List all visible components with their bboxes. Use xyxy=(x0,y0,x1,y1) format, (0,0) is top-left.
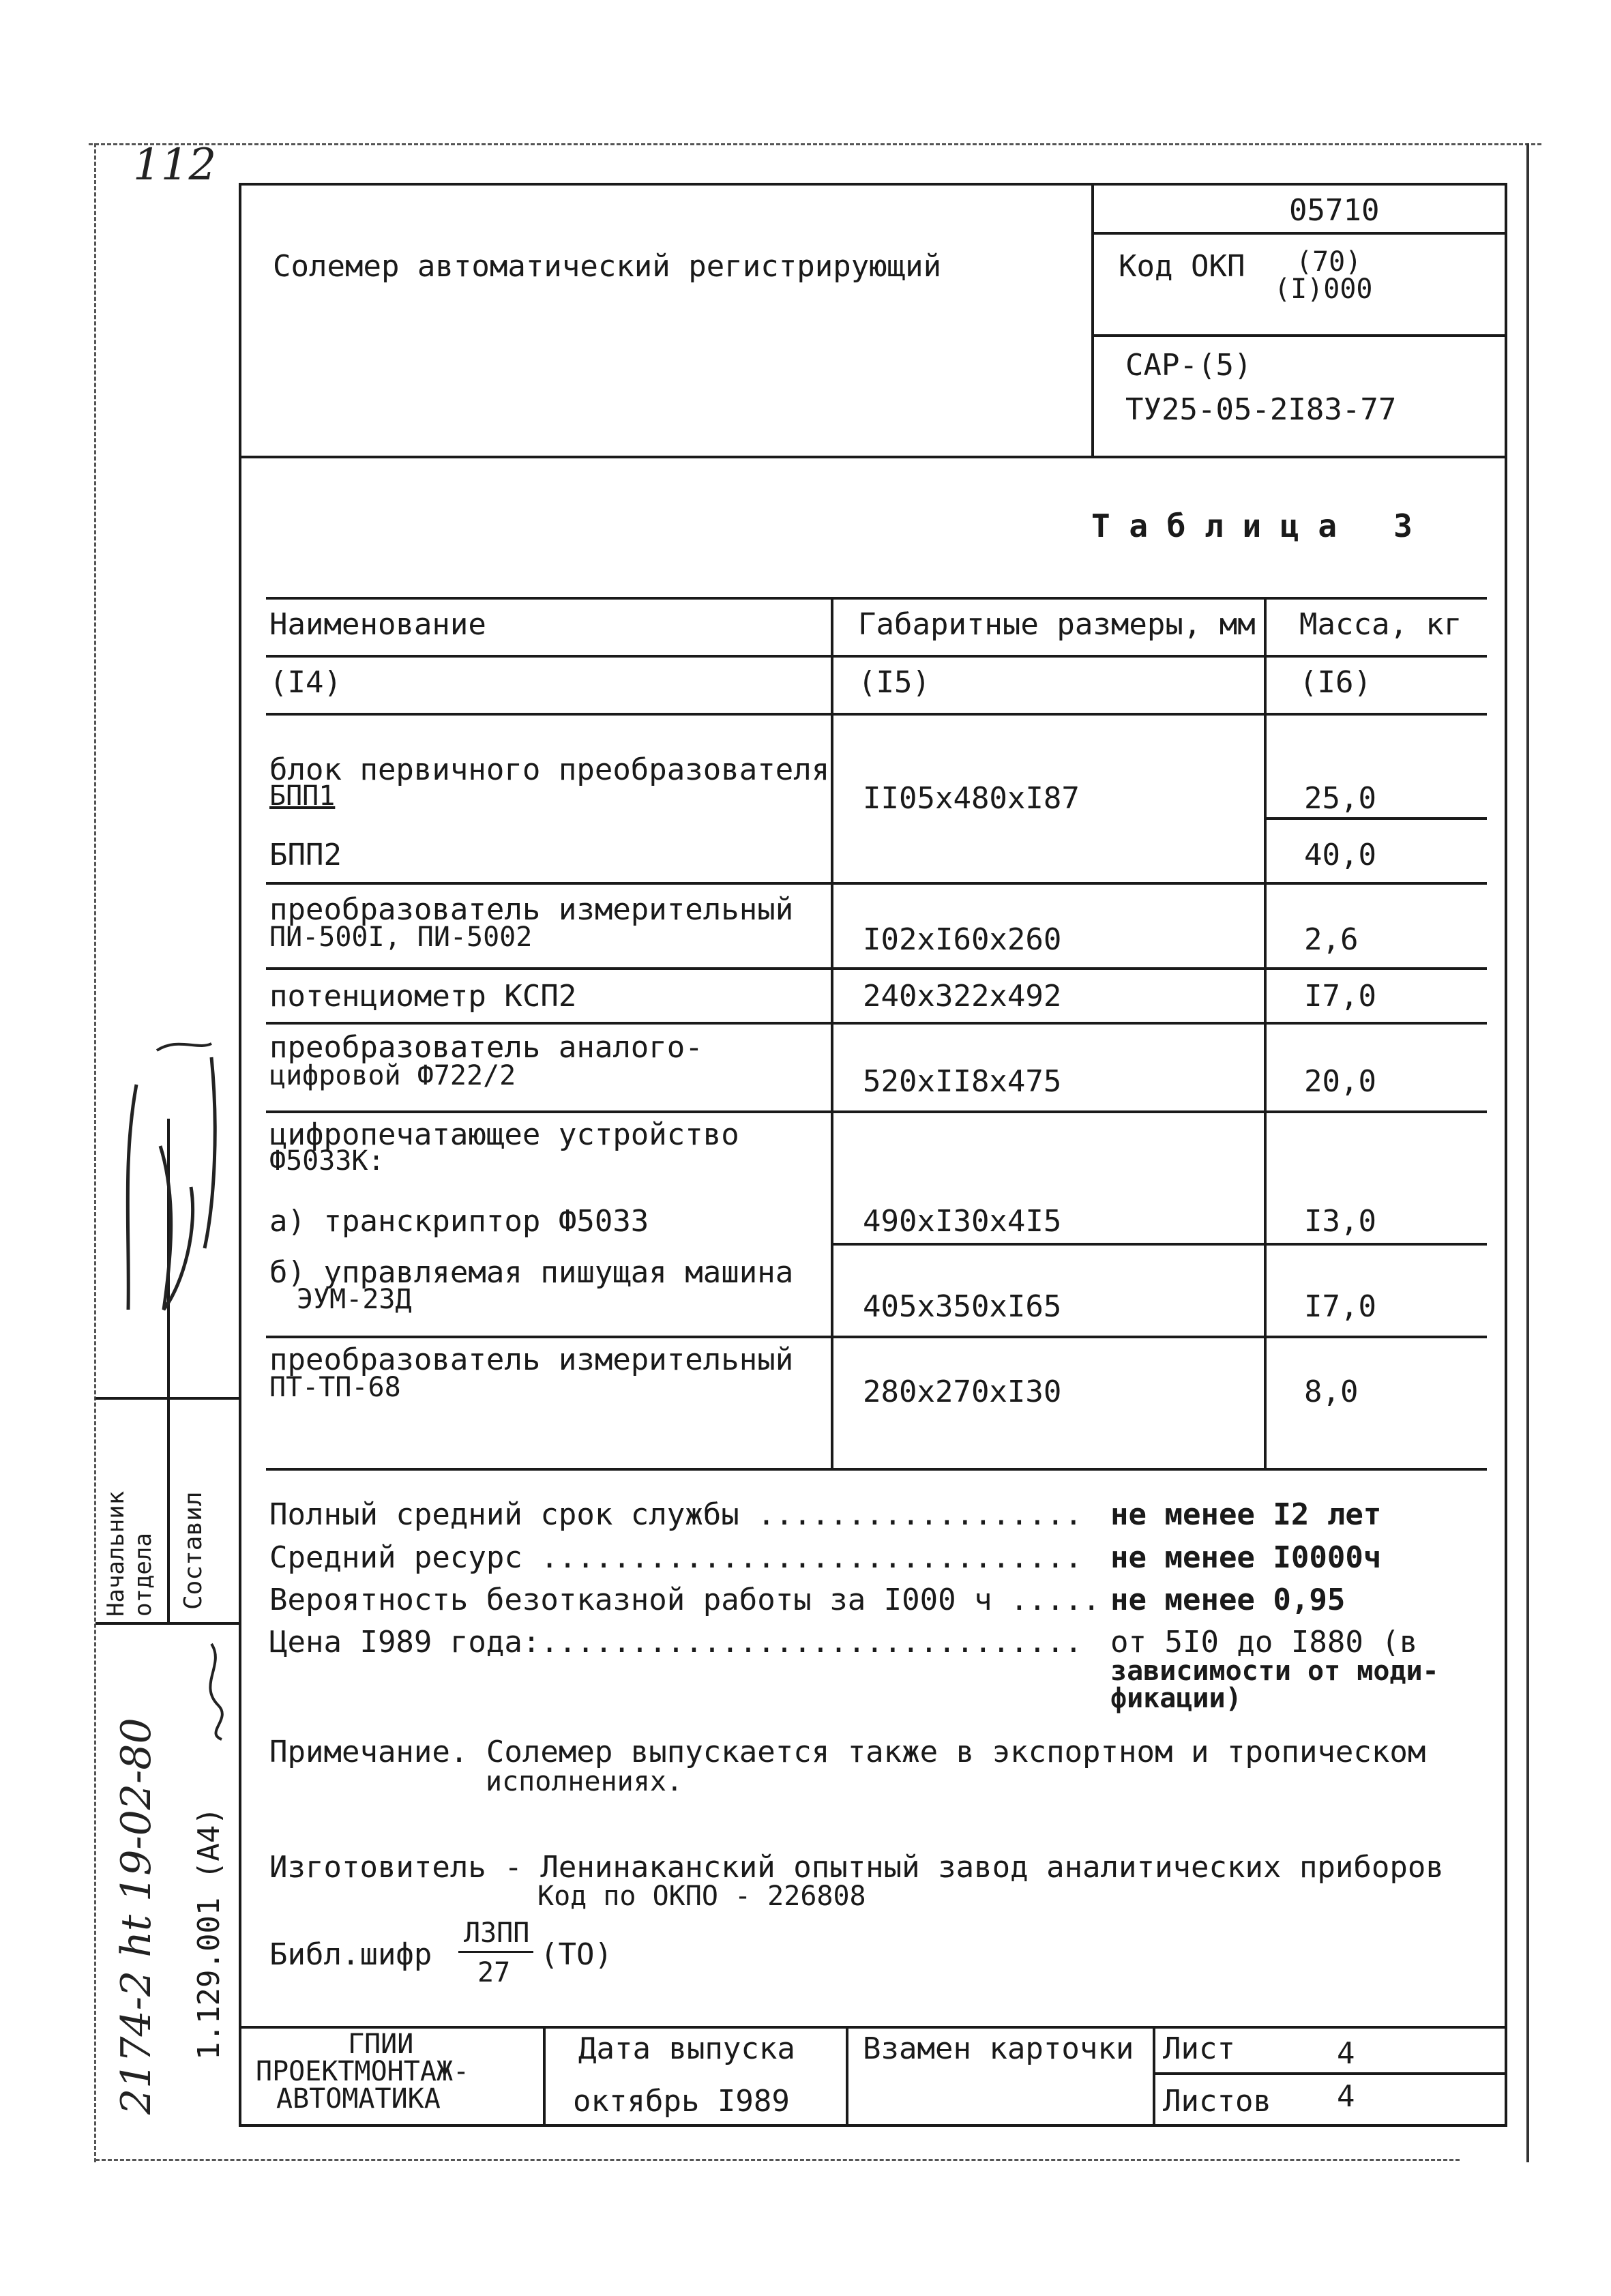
row-sub: ПИ-500I, ПИ-5002 xyxy=(269,922,533,953)
table-bottom xyxy=(266,1468,1487,1471)
footer-col-2 xyxy=(846,2026,848,2125)
row-rule xyxy=(266,1022,1487,1025)
maker-line-2: Код по ОКПО - 226808 xyxy=(537,1881,866,1912)
row-rule xyxy=(266,967,1487,970)
okp-code-1: (70) xyxy=(1296,246,1362,278)
footer-top xyxy=(239,2026,1507,2029)
row-name: преобразователь измерительный xyxy=(269,1342,794,1377)
col-code-dims: (I5) xyxy=(858,665,930,700)
row-name: БПП2 xyxy=(269,838,342,872)
row-dims: 240x322x492 xyxy=(863,979,1062,1014)
side-stamp-code: 1.129.001 (A4) xyxy=(192,1807,226,2060)
frame-bottom xyxy=(239,2124,1507,2127)
spec-value: не менее I0000ч xyxy=(1110,1540,1382,1575)
table-caption: Т а б л и ц а 3 xyxy=(1091,507,1413,544)
row-sub: Ф5033К: xyxy=(269,1145,385,1177)
row-mass: I7,0 xyxy=(1304,979,1376,1014)
row-mass: 20,0 xyxy=(1304,1064,1376,1099)
row-name: потенциометр КСП2 xyxy=(269,979,577,1014)
row-dims: II05x480xI87 xyxy=(863,781,1080,816)
footer-sheet-label: Лист xyxy=(1163,2031,1235,2066)
header-rule-1 xyxy=(1091,232,1507,235)
row-dims: 405x350xI65 xyxy=(863,1289,1062,1324)
table-codes-rule xyxy=(266,713,1487,716)
bibl-suffix: (ТО) xyxy=(540,1937,612,1972)
product-title: Солемер автоматический регистрирующий xyxy=(273,249,942,284)
outer-frame-top xyxy=(89,143,1541,145)
footer-sheets-value: 4 xyxy=(1337,2079,1355,2114)
spec-label: Средний ресурс .............................. xyxy=(269,1540,1083,1575)
header-divider xyxy=(1091,183,1094,456)
footer-date-label: Дата выпуска xyxy=(578,2031,795,2066)
frame-right xyxy=(1505,183,1507,2127)
page-number: 112 xyxy=(133,140,217,190)
footer-org-3: АВТОМАТИКА xyxy=(276,2083,441,2115)
row-rule xyxy=(266,1110,1487,1113)
spec-value: не менее I2 лет xyxy=(1110,1497,1382,1532)
spec-label: Вероятность безотказной работы за I000 ч ..... xyxy=(269,1583,1101,1617)
footer-org-2: ПРОЕКТМОНТАЖ- xyxy=(256,2056,470,2087)
row-rule-partial xyxy=(832,1243,1487,1246)
mass-rule xyxy=(1265,817,1487,820)
row-sub: ПТ-ТП-68 xyxy=(269,1372,401,1403)
outer-frame-right xyxy=(1526,143,1529,2162)
outer-frame-bottom xyxy=(95,2159,1460,2161)
sap-code: САР-(5) xyxy=(1125,348,1252,383)
row-sub: цифровой Ф722/2 xyxy=(269,1060,516,1091)
code-top: 05710 xyxy=(1289,193,1380,228)
bibl-label: Библ.шифр xyxy=(269,1937,432,1972)
footer-replace-label: Взамен карточки xyxy=(863,2031,1134,2066)
footer-sheet-value: 4 xyxy=(1337,2036,1355,2071)
row-sub: БПП1 xyxy=(269,780,336,812)
side-compiled-label: Составил xyxy=(179,1491,207,1610)
row-name: преобразователь измерительный xyxy=(269,892,794,927)
row-rule xyxy=(266,882,1487,885)
price-cont-1: зависимости от моди- xyxy=(1110,1655,1439,1687)
row-mass: 40,0 xyxy=(1304,838,1376,872)
bibl-denominator: 27 xyxy=(477,1957,511,1988)
bibl-numerator: ЛЗПП xyxy=(464,1917,530,1949)
row-dims: 280x270xI30 xyxy=(863,1374,1062,1409)
row-mass: 8,0 xyxy=(1304,1374,1359,1409)
col-header-name: Наименование xyxy=(269,607,486,642)
header-bottom xyxy=(239,456,1507,458)
row-mass: 25,0 xyxy=(1304,781,1376,816)
footer-sheets-label: Листов xyxy=(1163,2084,1271,2119)
row-mass: I3,0 xyxy=(1304,1204,1376,1239)
note-line-2: исполнениях. xyxy=(486,1766,683,1797)
row-name: преобразователь аналого- xyxy=(269,1030,703,1065)
row-dims: 520xII8x475 xyxy=(863,1064,1062,1099)
spec-label: Полный средний срок службы .................. xyxy=(269,1497,1083,1532)
table-top xyxy=(266,597,1487,600)
spec-value: не менее 0,95 xyxy=(1110,1583,1346,1617)
footer-date-value: октябрь I989 xyxy=(573,2084,790,2119)
row-dims: 490xI30x4I5 xyxy=(863,1204,1062,1239)
col-code-mass: (I6) xyxy=(1299,665,1372,700)
footer-col-3 xyxy=(1153,2026,1155,2125)
table-col-1 xyxy=(831,597,833,1470)
header-rule-2 xyxy=(1091,334,1507,337)
row-sub: ЭУМ-23Д xyxy=(297,1284,412,1315)
side-box-bottom xyxy=(95,1622,240,1625)
row-mass: 2,6 xyxy=(1304,922,1359,957)
row-rule xyxy=(266,1336,1487,1338)
price-cont-2: фикации) xyxy=(1110,1683,1242,1714)
footer-sheet-rule xyxy=(1153,2072,1507,2075)
col-header-mass: Масса, кг xyxy=(1299,607,1462,642)
table-header-rule xyxy=(266,655,1487,658)
bibl-fraction-bar xyxy=(458,1951,533,1953)
footer-org-1: ГПИИ xyxy=(348,2029,414,2060)
frame-top xyxy=(239,183,1507,186)
initials-mark xyxy=(184,1637,246,1746)
col-code-name: (I4) xyxy=(269,665,342,700)
row-name: блок первичного преобразователя xyxy=(269,752,830,787)
spec-value: от 5I0 до I880 (в xyxy=(1110,1625,1418,1660)
side-chief-label: Начальник отдела xyxy=(102,1490,157,1617)
okp-label: Код ОКП xyxy=(1119,249,1245,284)
row-dims: I02xI60x260 xyxy=(863,922,1062,957)
note-line-1: Примечание. Солемер выпускается также в экспортном и тропическом xyxy=(269,1735,1426,1769)
row-name: б) управляемая пишущая машина xyxy=(269,1255,794,1290)
tu-code: ТУ25-05-2I83-77 xyxy=(1125,392,1397,427)
col-header-dims: Габаритные размеры, мм xyxy=(858,607,1256,642)
side-handwritten-number: 2174-2 ht 19-02-80 xyxy=(113,1718,160,2115)
row-name: цифропечатающее устройство xyxy=(269,1117,739,1152)
maker-line-1: Изготовитель - Ленинаканский опытный завод аналитических приборов xyxy=(269,1850,1444,1885)
spec-label: Цена I989 года:.............................. xyxy=(269,1625,1083,1660)
table-col-2 xyxy=(1264,597,1267,1470)
row-name: а) транскриптор Ф5033 xyxy=(269,1204,649,1239)
footer-col-1 xyxy=(543,2026,546,2125)
row-mass: I7,0 xyxy=(1304,1289,1376,1324)
signature-marks xyxy=(95,1023,252,1405)
okp-code-2: (I)000 xyxy=(1274,274,1373,305)
